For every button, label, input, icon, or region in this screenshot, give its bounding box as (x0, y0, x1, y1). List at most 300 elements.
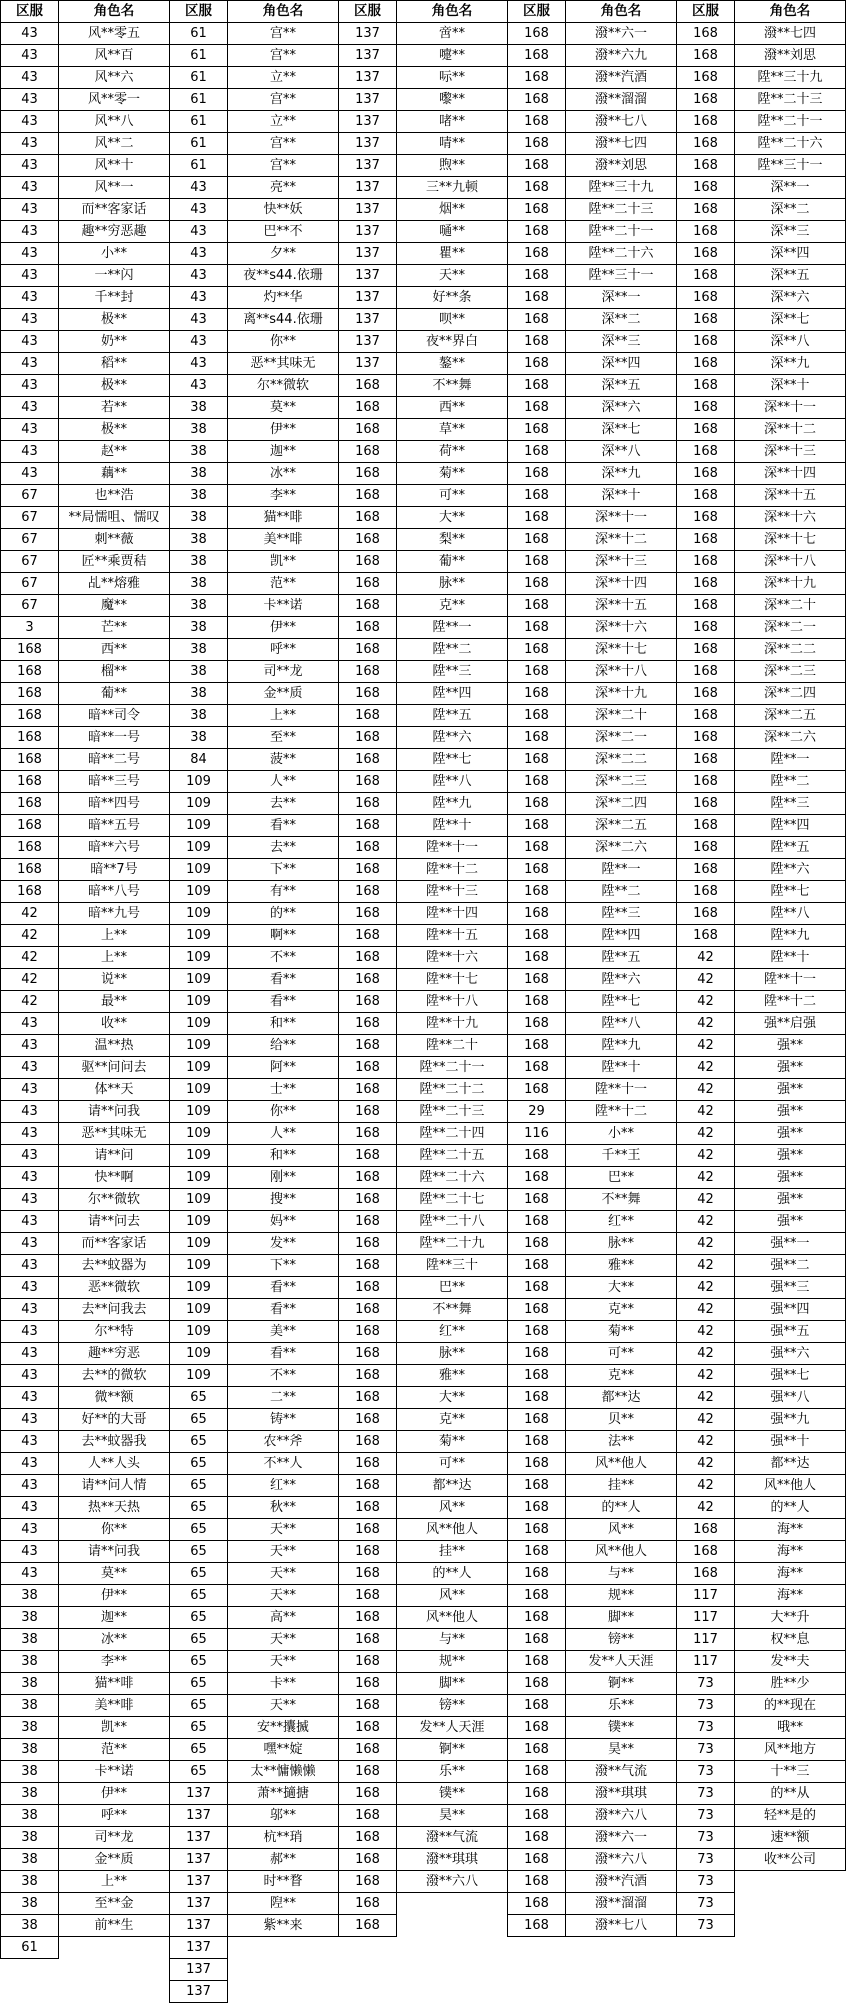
table-row (1, 727, 846, 749)
server-cell: 168 (339, 617, 397, 639)
role-name-cell: 陞**九 (735, 925, 846, 947)
empty-cell (397, 1959, 508, 1981)
table-row (1, 639, 846, 661)
server-cell: 65 (170, 1475, 228, 1497)
server-cell: 168 (1, 771, 59, 793)
role-name-cell: 镤** (566, 1717, 677, 1739)
server-cell: 168 (339, 837, 397, 859)
table-row (1, 551, 846, 573)
server-cell: 168 (677, 309, 735, 331)
server-cell: 168 (508, 419, 566, 441)
server-cell: 42 (677, 1211, 735, 1233)
role-name-cell: 李** (228, 485, 339, 507)
empty-cell (397, 1893, 508, 1915)
role-name-cell: 猫**啡 (228, 507, 339, 529)
role-name-cell: 陞**二 (566, 881, 677, 903)
role-name-cell: 深**十 (566, 485, 677, 507)
role-name-cell: 深**十七 (566, 639, 677, 661)
server-cell: 43 (1, 463, 59, 485)
role-name-cell: 发**人天涯 (397, 1717, 508, 1739)
role-name-cell: 陞**十六 (397, 947, 508, 969)
role-name-cell: 也**浩 (59, 485, 170, 507)
table-row (1, 1365, 846, 1387)
server-cell: 168 (1, 705, 59, 727)
role-name-cell: 乩**熔雅 (59, 573, 170, 595)
role-name-cell: 迦** (228, 441, 339, 463)
role-name-cell: 陞**二 (735, 771, 846, 793)
role-name-cell: 速**额 (735, 1827, 846, 1849)
role-name-cell: 陞**三十 (397, 1255, 508, 1277)
server-cell: 168 (339, 1739, 397, 1761)
server-cell: 168 (508, 1563, 566, 1585)
role-name-cell: 请**问人情 (59, 1475, 170, 1497)
role-name-cell: 陞**十 (735, 947, 846, 969)
server-cell: 168 (508, 661, 566, 683)
role-name-cell: 风**六 (59, 67, 170, 89)
server-cell: 168 (508, 331, 566, 353)
table-row (1, 903, 846, 925)
server-cell: 168 (508, 595, 566, 617)
server-cell: 168 (508, 1739, 566, 1761)
server-cell: 65 (170, 1585, 228, 1607)
role-name-cell: 凯** (59, 1717, 170, 1739)
role-name-cell: 恶**微软 (59, 1277, 170, 1299)
table-row (1, 309, 846, 331)
role-name-cell: 极** (59, 309, 170, 331)
server-cell: 168 (1, 881, 59, 903)
role-name-cell: 陞**三十九 (735, 67, 846, 89)
role-name-cell: 陞**二十三 (735, 89, 846, 111)
server-cell: 38 (170, 551, 228, 573)
role-name-cell: 陞**四 (397, 683, 508, 705)
header-server: 区服 (508, 1, 566, 23)
server-cell: 42 (677, 1277, 735, 1299)
server-cell: 73 (677, 1849, 735, 1871)
role-name-cell: 呼** (59, 1805, 170, 1827)
server-cell: 168 (339, 1365, 397, 1387)
server-cell: 168 (1, 661, 59, 683)
server-cell: 137 (339, 353, 397, 375)
role-name-cell: 海** (735, 1563, 846, 1585)
role-name-cell: 风**他人 (735, 1475, 846, 1497)
role-name-cell: 荷** (397, 441, 508, 463)
role-name-cell: 潑**七四 (566, 133, 677, 155)
server-cell: 168 (508, 1915, 566, 1937)
server-cell: 137 (339, 89, 397, 111)
table-row (1, 683, 846, 705)
server-cell: 38 (1, 1739, 59, 1761)
role-name-cell: 陞**七 (566, 991, 677, 1013)
table-row (1, 793, 846, 815)
server-cell: 42 (677, 1189, 735, 1211)
role-name-cell: 天** (228, 1563, 339, 1585)
server-cell: 168 (508, 155, 566, 177)
role-name-cell: 潑**汽酒 (566, 67, 677, 89)
role-name-cell: **局懦咀、懦叹 (59, 507, 170, 529)
role-name-cell: 强** (735, 1057, 846, 1079)
server-cell: 168 (339, 749, 397, 771)
server-cell: 42 (677, 1453, 735, 1475)
server-cell: 43 (1, 155, 59, 177)
server-cell: 109 (170, 1079, 228, 1101)
empty-cell (735, 1915, 846, 1937)
server-cell: 109 (170, 1145, 228, 1167)
server-cell: 168 (508, 551, 566, 573)
role-name-cell: 深**二一 (566, 727, 677, 749)
server-cell: 168 (339, 1805, 397, 1827)
table-row (1, 1717, 846, 1739)
server-cell: 38 (1, 1629, 59, 1651)
role-name-cell: 伊** (59, 1783, 170, 1805)
role-name-cell: 呼** (228, 639, 339, 661)
role-name-cell: 规** (397, 1651, 508, 1673)
role-name-cell: 不**舞 (397, 1299, 508, 1321)
role-name-cell: 风** (397, 1585, 508, 1607)
role-name-cell: 太**慵懒懒 (228, 1761, 339, 1783)
server-cell: 137 (170, 1871, 228, 1893)
server-cell: 109 (170, 1189, 228, 1211)
server-cell: 109 (170, 837, 228, 859)
server-cell: 38 (170, 661, 228, 683)
server-cell: 168 (508, 1717, 566, 1739)
table-row (1, 749, 846, 771)
role-name-cell: 请**问我 (59, 1541, 170, 1563)
role-name-cell: 葡** (59, 683, 170, 705)
role-name-cell: 雅** (566, 1255, 677, 1277)
server-cell: 67 (1, 595, 59, 617)
server-cell: 168 (677, 23, 735, 45)
empty-cell (508, 1959, 566, 1981)
role-name-cell: 的** (228, 903, 339, 925)
server-cell: 168 (339, 419, 397, 441)
server-cell: 43 (170, 221, 228, 243)
role-name-cell: 收** (59, 1013, 170, 1035)
role-name-cell: 二** (228, 1387, 339, 1409)
table-row (1, 243, 846, 265)
server-cell: 117 (677, 1607, 735, 1629)
role-name-cell: 呩** (397, 67, 508, 89)
role-name-cell: 镑** (566, 1629, 677, 1651)
server-cell: 67 (1, 529, 59, 551)
server-cell: 168 (339, 1123, 397, 1145)
role-name-cell: 陞**二十九 (397, 1233, 508, 1255)
server-cell: 137 (339, 287, 397, 309)
server-cell: 168 (677, 639, 735, 661)
role-name-cell: 下** (228, 859, 339, 881)
role-name-cell: 紫**来 (228, 1915, 339, 1937)
server-cell: 137 (339, 265, 397, 287)
role-name-cell: 强**四 (735, 1299, 846, 1321)
role-name-cell: 恶**其味无 (59, 1123, 170, 1145)
empty-cell (397, 1915, 508, 1937)
server-cell: 137 (339, 45, 397, 67)
header-row (1, 1, 846, 23)
role-name-cell: 可** (397, 1453, 508, 1475)
server-cell: 168 (508, 243, 566, 265)
server-cell: 168 (508, 1871, 566, 1893)
role-name-cell: 深**二 (566, 309, 677, 331)
server-cell: 168 (339, 705, 397, 727)
role-name-cell: 陞**二十 (397, 1035, 508, 1057)
server-cell: 137 (170, 1959, 228, 1981)
server-cell: 109 (170, 1167, 228, 1189)
role-name-cell: 葡** (397, 551, 508, 573)
server-cell: 168 (339, 1673, 397, 1695)
header-server: 区服 (170, 1, 228, 23)
role-name-cell: 强**八 (735, 1387, 846, 1409)
role-name-cell: 深**十一 (566, 507, 677, 529)
server-cell: 168 (508, 1849, 566, 1871)
server-cell: 65 (170, 1563, 228, 1585)
server-cell: 42 (1, 991, 59, 1013)
server-cell: 43 (1, 353, 59, 375)
server-cell: 168 (677, 155, 735, 177)
server-cell: 168 (677, 419, 735, 441)
role-name-cell: 看** (228, 1299, 339, 1321)
server-cell: 109 (170, 969, 228, 991)
server-cell: 168 (339, 1849, 397, 1871)
role-name-cell: 潑**六八 (566, 1849, 677, 1871)
role-name-cell: 克** (397, 1409, 508, 1431)
role-name-cell: 与** (566, 1563, 677, 1585)
role-name-cell: 海** (735, 1519, 846, 1541)
role-name-cell: 邬** (228, 1805, 339, 1827)
role-name-cell: 极** (59, 419, 170, 441)
server-cell: 168 (508, 1607, 566, 1629)
header-server: 区服 (1, 1, 59, 23)
server-cell: 38 (170, 595, 228, 617)
role-name-cell: 搜** (228, 1189, 339, 1211)
table-row (1, 155, 846, 177)
empty-cell (566, 1981, 677, 2003)
role-name-cell: 深**十一 (735, 397, 846, 419)
server-cell: 43 (1, 1387, 59, 1409)
role-name-cell: 千**封 (59, 287, 170, 309)
role-name-cell: 你** (59, 1519, 170, 1541)
role-name-cell: 深**十二 (566, 529, 677, 551)
role-name-cell: 深**六 (735, 287, 846, 309)
role-name-cell: 深**十七 (735, 529, 846, 551)
server-cell: 65 (170, 1761, 228, 1783)
role-name-cell: 立** (228, 111, 339, 133)
role-name-cell: 暗**五号 (59, 815, 170, 837)
role-name-cell: 发** (228, 1233, 339, 1255)
server-cell: 168 (339, 551, 397, 573)
role-name-cell: 榴** (59, 661, 170, 683)
server-cell: 43 (1, 1431, 59, 1453)
role-name-cell: 陞**二十三 (566, 199, 677, 221)
empty-cell (1, 1959, 59, 1981)
role-name-cell: 暗**三号 (59, 771, 170, 793)
table-row (1, 1585, 846, 1607)
server-cell: 168 (508, 199, 566, 221)
server-cell: 168 (339, 1607, 397, 1629)
role-name-cell: 红** (566, 1211, 677, 1233)
role-name-cell: 夕** (228, 243, 339, 265)
server-cell: 65 (170, 1717, 228, 1739)
server-cell: 168 (508, 353, 566, 375)
role-name-cell: 啊** (228, 925, 339, 947)
role-name-cell: 深**七 (566, 419, 677, 441)
role-name-cell: 恶**其味无 (228, 353, 339, 375)
server-cell: 168 (508, 1761, 566, 1783)
server-cell: 168 (1, 837, 59, 859)
role-name-cell: 热**天热 (59, 1497, 170, 1519)
role-name-cell: 阿** (228, 1057, 339, 1079)
role-name-cell: 陞**十 (566, 1057, 677, 1079)
role-name-cell: 而**客家话 (59, 199, 170, 221)
server-cell: 168 (677, 199, 735, 221)
server-cell: 73 (677, 1827, 735, 1849)
server-cell: 109 (170, 903, 228, 925)
role-name-cell: 潑**七八 (566, 111, 677, 133)
role-name-cell: 深**九 (566, 463, 677, 485)
server-cell: 168 (339, 1563, 397, 1585)
role-name-cell: 瞿** (397, 243, 508, 265)
role-name-cell: 天** (228, 1519, 339, 1541)
role-name-cell: 陞**十五 (397, 925, 508, 947)
server-cell: 168 (508, 1651, 566, 1673)
table-row (1, 1563, 846, 1585)
role-name-cell: 陞**二十五 (397, 1145, 508, 1167)
server-cell: 43 (1, 243, 59, 265)
server-cell: 43 (1, 1563, 59, 1585)
server-cell: 168 (508, 1343, 566, 1365)
role-name-cell: 陞**十二 (566, 1101, 677, 1123)
role-name-cell: 风**零一 (59, 89, 170, 111)
role-name-cell: 强** (735, 1189, 846, 1211)
server-cell: 168 (339, 661, 397, 683)
server-cell: 168 (677, 485, 735, 507)
server-cell: 168 (339, 595, 397, 617)
role-name-cell: 陞**九 (566, 1035, 677, 1057)
role-name-cell: 潑**六八 (566, 1805, 677, 1827)
role-name-cell: 潑**气流 (397, 1827, 508, 1849)
empty-cell (735, 1981, 846, 2003)
server-cell: 43 (170, 331, 228, 353)
role-name-cell: 小** (59, 243, 170, 265)
server-cell: 137 (170, 1805, 228, 1827)
role-name-cell: 暗**六号 (59, 837, 170, 859)
server-cell: 43 (1, 177, 59, 199)
server-cell: 38 (170, 617, 228, 639)
role-name-cell: 潑**琪琪 (566, 1783, 677, 1805)
server-cell: 168 (508, 925, 566, 947)
role-name-cell: 暗**八号 (59, 881, 170, 903)
server-cell: 42 (677, 1013, 735, 1035)
role-name-cell: 范** (228, 573, 339, 595)
server-cell: 168 (508, 1277, 566, 1299)
server-cell: 109 (170, 859, 228, 881)
role-name-cell: 去**蚊器我 (59, 1431, 170, 1453)
server-cell: 168 (677, 375, 735, 397)
role-name-cell: 快**啊 (59, 1167, 170, 1189)
server-cell: 168 (677, 1541, 735, 1563)
role-name-cell: 陞**二十一 (397, 1057, 508, 1079)
server-cell: 168 (508, 309, 566, 331)
server-cell: 43 (1, 45, 59, 67)
role-name-cell: 深**五 (735, 265, 846, 287)
role-name-cell: 深**十九 (566, 683, 677, 705)
server-cell: 168 (508, 265, 566, 287)
role-name-cell: 一**闪 (59, 265, 170, 287)
role-name-cell: 快**妖 (228, 199, 339, 221)
server-cell: 168 (508, 1035, 566, 1057)
role-name-cell: 士** (228, 1079, 339, 1101)
role-name-cell: 贝** (566, 1409, 677, 1431)
role-name-cell: 上** (59, 925, 170, 947)
role-name-cell: 潑**刘思 (735, 45, 846, 67)
table-row (1, 837, 846, 859)
role-name-cell: 深**一 (735, 177, 846, 199)
server-cell: 168 (339, 1629, 397, 1651)
role-name-cell: 立** (228, 67, 339, 89)
table-row (1, 1321, 846, 1343)
role-name-cell: 陞**八 (397, 771, 508, 793)
server-cell: 65 (170, 1629, 228, 1651)
server-cell: 168 (677, 353, 735, 375)
server-cell: 38 (170, 529, 228, 551)
server-cell: 168 (508, 1299, 566, 1321)
server-cell: 168 (677, 529, 735, 551)
role-name-cell: 陞**四 (735, 815, 846, 837)
server-cell: 109 (170, 1299, 228, 1321)
server-cell: 43 (170, 177, 228, 199)
server-cell: 137 (170, 1783, 228, 1805)
table-row (1, 1629, 846, 1651)
server-cell: 38 (1, 1673, 59, 1695)
server-cell: 168 (508, 1783, 566, 1805)
table-row (1, 1189, 846, 1211)
role-name-cell: 下** (228, 1255, 339, 1277)
server-cell: 43 (170, 265, 228, 287)
server-cell: 168 (1, 793, 59, 815)
role-name-cell: 风**十 (59, 155, 170, 177)
server-cell: 168 (508, 1585, 566, 1607)
server-cell: 168 (508, 727, 566, 749)
role-name-cell: 有** (228, 881, 339, 903)
server-cell: 168 (677, 881, 735, 903)
role-name-cell: 深**十四 (566, 573, 677, 595)
role-name-cell: 去**蚊器为 (59, 1255, 170, 1277)
server-cell: 168 (508, 859, 566, 881)
server-cell: 65 (170, 1651, 228, 1673)
server-cell: 168 (508, 793, 566, 815)
role-name-cell: 不**舞 (397, 375, 508, 397)
table-row (1, 1805, 846, 1827)
server-cell: 38 (170, 397, 228, 419)
table-row (1, 1937, 846, 1959)
role-name-cell: 陞**六 (566, 969, 677, 991)
server-cell: 168 (508, 969, 566, 991)
role-name-cell: 都**达 (735, 1453, 846, 1475)
server-cell: 109 (170, 991, 228, 1013)
role-name-cell: 千**王 (566, 1145, 677, 1167)
role-name-cell: 脉** (397, 1343, 508, 1365)
role-name-cell: 凯** (228, 551, 339, 573)
server-cell: 168 (508, 111, 566, 133)
server-cell: 43 (1, 1211, 59, 1233)
server-cell: 61 (170, 23, 228, 45)
server-cell: 168 (339, 1893, 397, 1915)
server-cell: 38 (170, 419, 228, 441)
role-name-cell: 菠** (228, 749, 339, 771)
header-server: 区服 (339, 1, 397, 23)
server-cell: 109 (170, 1101, 228, 1123)
server-cell: 168 (677, 287, 735, 309)
server-cell: 43 (170, 287, 228, 309)
server-cell: 168 (677, 727, 735, 749)
